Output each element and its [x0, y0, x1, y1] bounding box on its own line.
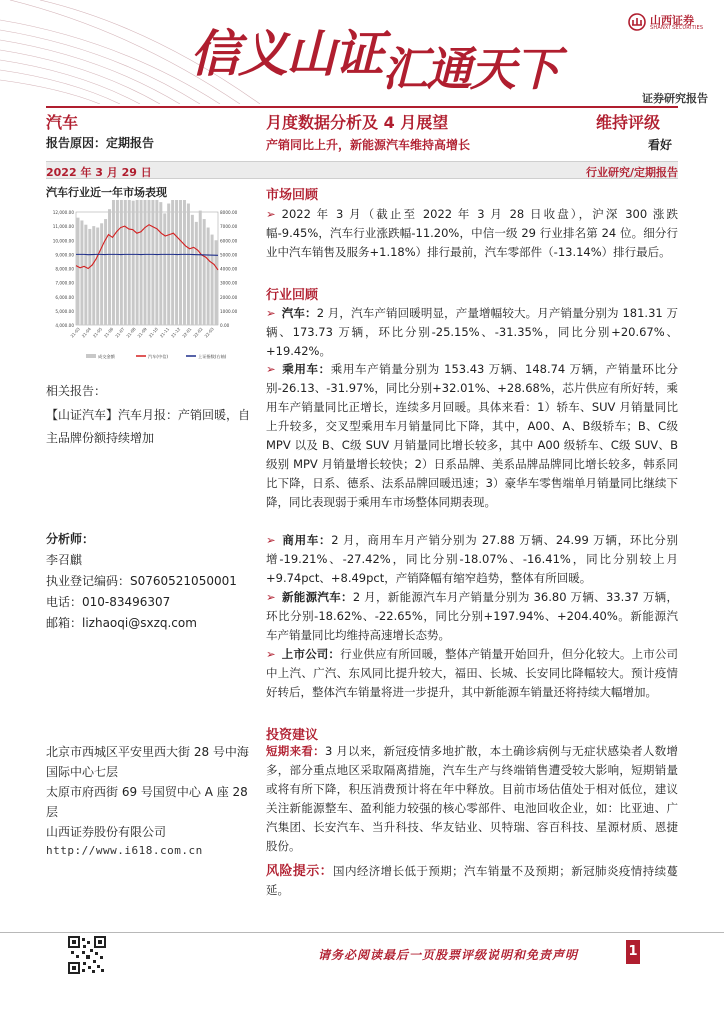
left-axis-tick-label: 5,000.00	[55, 308, 74, 314]
market-review-paragraph	[266, 205, 678, 262]
volume-bar	[191, 215, 194, 325]
x-tick-label: 22-01	[181, 326, 193, 339]
nev-text: 2 月，新能源汽车月产销量分别为 36.80 万辆、33.37 万辆，环比分别-18.62%、-22.65%，同比分别+197.94%、+204.40%。新能源汽车产销量同比均维持高速增长态势。	[266, 590, 678, 642]
volume-bar	[108, 209, 111, 325]
slogan	[190, 14, 558, 96]
volume-bar	[187, 204, 190, 325]
cv-label: 商用车：	[281, 533, 332, 547]
chart-title: 汽车行业近一年市场表现	[46, 186, 167, 199]
risk-paragraph	[266, 862, 678, 900]
legend-label: 成交金额	[98, 354, 115, 359]
volume-bar	[211, 235, 214, 325]
qr-code-icon[interactable]	[68, 936, 106, 974]
header-divider	[46, 106, 678, 108]
volume-bar	[128, 200, 131, 325]
pv-text: 乘用车产销量分别为 153.43 万辆、148.74 万辆，产销量环比分别-26.13、-31.97%，同比分别+32.01%、+28.68%，芯片供应有所好转，乘用车产销量同比正增长，连续多月回暖。具体来看：1）轿车、SUV 月销量同比上升较多，交叉型乘用车月销量同比下降，其中，A00、A、B级轿车；B、C级 MPV 以及 B、C级 SUV 月销量同比增长较多，其中 A00 级轿车、C级 SUV、B级别 MPV 月销量增长较快；2）日系品牌、美系品牌品牌同比增长较多，韩系同比下降，日系、德系、法系品牌回暖迅速；3）豪华车零售端单月销量同比继续下降，同比表现弱于乘用车市场整体同期表现。	[266, 362, 678, 509]
bullet-icon: ➢	[266, 647, 276, 661]
logo-text: 山西证券	[650, 14, 694, 27]
report-reason: 报告原因：定期报告	[46, 136, 155, 150]
analyst-license: 执业登记编码：S0760521050001	[46, 574, 237, 588]
volume-bar	[84, 225, 87, 325]
volume-bar	[183, 200, 186, 325]
volume-bar	[159, 202, 162, 325]
volume-bar	[112, 200, 115, 325]
section-industry-review: 行业回顾	[266, 288, 319, 303]
listed-label: 上市公司：	[281, 647, 341, 661]
report-date: 2022 年 3 月 29 日	[46, 166, 152, 179]
volume-bar	[203, 219, 206, 325]
listed-text: 行业供应有所回暖，整体产销量开始回升，但分化较大。上市公司中上汽、广汽、东风同比提升较大，福田、长城、长安同比降幅较大。预计疫情好转后，整体汽车销量将进一步提升，其中新能源车销量还将持续大幅增加。	[266, 647, 679, 699]
slogan-part2: 汇通天下	[382, 42, 558, 96]
section-investment-advice: 投资建议	[266, 728, 319, 743]
volume-bar	[124, 200, 127, 325]
left-axis-tick-label: 10,000.00	[52, 238, 74, 244]
x-tick-label: 21-10	[147, 326, 159, 339]
date-bar	[46, 161, 678, 179]
footer-divider	[0, 932, 724, 933]
x-tick-label: 21-12	[169, 326, 182, 339]
risk-text: 国内经济增长低于预期；汽车销量不及预期；新冠肺炎疫情持续蔓延。	[266, 864, 678, 897]
volume-bar	[207, 228, 210, 325]
x-tick-label: 21-03	[69, 326, 81, 339]
slogan-part1: 信义山证	[190, 24, 382, 83]
x-tick-label: 21-04	[80, 326, 92, 339]
volume-bar	[163, 213, 166, 325]
x-tick-label: 21-11	[158, 326, 171, 339]
volume-bar	[155, 200, 158, 325]
analyst-email[interactable]: 邮箱：lizhaoqi@sxzq.com	[46, 616, 197, 630]
related-report-link[interactable]: 【山证汽车】汽车月报：产销回暖，自主品牌份额持续增加	[46, 408, 251, 445]
volume-bar	[136, 200, 139, 325]
legend-label: 汽车(中信)	[148, 354, 169, 359]
x-tick-label: 21-08	[125, 326, 137, 339]
commercial-vehicle-paragraph	[266, 531, 678, 588]
short-text: 3 月以来，新冠疫情多地扩散，本土确诊病例与无症状感染者人数增多，部分重点地区采取隔离措施，汽车生产与终端销售遭受较大影响，短期销量或将有所下降，积压消费预计将在年中释放。目前市场估值处于相对低位，建议关注新能源整车、盈利能力较强的核心零部件、电池回收企业，如：比亚迪、广汽集团、长安汽车、当升科技、华友钴业、贝特瑞、容百科技、星源材质、恩捷股份。	[266, 744, 679, 853]
logo-mark-icon	[628, 13, 646, 31]
report-subtitle: 产销同比上升，新能源汽车维持高增长	[266, 138, 471, 152]
nev-label: 新能源汽车：	[281, 590, 353, 604]
listed-company-paragraph	[266, 645, 678, 702]
logo-en-text: SHANXI SECURITIES	[650, 25, 704, 31]
x-tick-label: 21-09	[136, 326, 148, 339]
volume-bar	[104, 219, 107, 325]
analyst-name: 李召麒	[46, 553, 83, 567]
right-axis-tick-label: 0.00	[220, 323, 230, 328]
report-title: 月度数据分析及 4 月展望	[266, 113, 449, 132]
passenger-vehicle-paragraph	[266, 360, 678, 512]
volume-bar	[116, 200, 119, 325]
industry-name: 汽车	[46, 113, 79, 132]
volume-bar	[195, 222, 198, 325]
volume-bar	[80, 220, 83, 325]
x-tick-label: 21-07	[114, 326, 126, 339]
analyst-phone: 电话：010-83496307	[46, 595, 171, 609]
bullet-icon: ➢	[266, 362, 276, 376]
volume-bar	[151, 200, 154, 325]
bullet-icon: ➢	[266, 533, 276, 547]
short-term-paragraph	[266, 742, 678, 856]
address-taiyuan: 太原市府西街 69 号国贸中心 A 座 28 层	[46, 785, 248, 819]
cv-text: 2 月，商用车月产销分别为 27.88 万辆、24.99 万辆，环比分别增-19.21%、-27.42%，同比分别-18.07%、-16.41%，同比分别较上月+9.74pct、+8.49pct，产销降幅有缩窄趋势，整体有所回暖。	[266, 533, 679, 585]
volume-bar	[147, 200, 150, 325]
left-axis-tick-label: 6,000.00	[55, 294, 74, 300]
volume-bar	[88, 229, 91, 325]
right-axis-tick-label: 1000.00	[220, 308, 238, 314]
volume-bar	[100, 223, 103, 325]
volume-bar	[179, 200, 182, 325]
right-axis-tick-label: 3000.00	[220, 280, 238, 286]
volume-bar	[215, 240, 218, 325]
analyst-label: 分析师：	[46, 532, 95, 546]
right-axis-tick-label: 6000.00	[220, 238, 238, 244]
volume-bar	[199, 211, 202, 325]
outlook: 看好	[648, 138, 673, 152]
short-label: 短期来看：	[266, 744, 325, 758]
bullet-icon: ➢	[266, 306, 276, 320]
legend-label: 上证指数(右轴)	[198, 354, 227, 359]
address-beijing: 北京市西城区平安里西大街 28 号中海国际中心七层	[46, 745, 249, 779]
related-label: 相关报告：	[46, 384, 107, 398]
bullet-icon: ➢	[266, 207, 276, 221]
header-banner	[0, 0, 724, 104]
x-tick-label: 21-05	[91, 326, 104, 339]
left-axis-tick-label: 4,000.00	[55, 323, 74, 328]
volume-bar	[140, 200, 143, 325]
company-name: 山西证券股份有限公司	[46, 825, 167, 839]
volume-bar	[132, 201, 135, 325]
right-axis-tick-label: 2000.00	[220, 294, 238, 300]
left-axis-tick-label: 9,000.00	[55, 252, 74, 258]
company-url[interactable]: http://www.i618.com.cn	[46, 844, 203, 857]
volume-bar	[167, 204, 170, 325]
volume-bar	[96, 228, 99, 325]
right-axis-tick-label: 4000.00	[220, 266, 238, 272]
volume-bar	[120, 200, 123, 325]
volume-bar	[76, 218, 79, 325]
auto-paragraph	[266, 304, 678, 361]
right-axis-tick-label: 5000.00	[220, 252, 238, 258]
legend-swatch	[86, 354, 96, 358]
volume-bar	[144, 200, 147, 325]
left-axis-tick-label: 11,000.00	[52, 224, 74, 230]
market-text: 2022 年 3 月（截止至 2022 年 3 月 28 日收盘），沪深 300 涨跌幅-9.45%，汽车行业涨跌幅-11.20%，中信一级 29 行业排名第 24 位。细分行业中汽车销售及服务+1.18%）排行最前，汽车零部件（-13.14%）排行最后。	[266, 207, 678, 259]
company-logo	[628, 12, 718, 34]
pv-label: 乘用车：	[281, 362, 331, 376]
volume-bar	[175, 200, 178, 325]
market-performance-chart	[46, 200, 252, 362]
rating: 维持评级	[596, 113, 661, 132]
right-axis-tick-label: 7000.00	[220, 224, 238, 230]
disclaimer: 请务必阅读最后一页股票评级说明和免责声明	[318, 948, 579, 962]
nev-paragraph	[266, 588, 678, 645]
x-tick-label: 21-06	[102, 326, 115, 339]
section-market-review: 市场回顾	[266, 188, 319, 203]
left-axis-tick-label: 8,000.00	[55, 266, 74, 272]
volume-bar	[171, 200, 174, 325]
volume-bar	[92, 226, 95, 325]
x-tick-label: 22-02	[192, 326, 204, 339]
department-label: 证券研究报告	[642, 92, 708, 104]
page-number: 1	[626, 940, 640, 964]
bullet-icon: ➢	[266, 590, 276, 604]
x-tick-label: 22-03	[203, 326, 215, 339]
auto-text: 2 月，汽车产销回暖明显，产量增幅较大。月产销量分别为 181.31 万辆、173.73 万辆，环比分别-25.15%、-31.35%，同比分别+20.67%、+19.42%。	[266, 306, 678, 358]
right-axis-tick-label: 8000.00	[220, 210, 238, 215]
left-axis-tick-label: 7,000.00	[55, 280, 74, 286]
risk-label: 风险提示：	[266, 864, 334, 879]
report-type: 行业研究/定期报告	[585, 166, 678, 179]
auto-label: 汽车：	[281, 306, 317, 320]
left-axis-tick-label: 12,000.00	[52, 210, 74, 215]
